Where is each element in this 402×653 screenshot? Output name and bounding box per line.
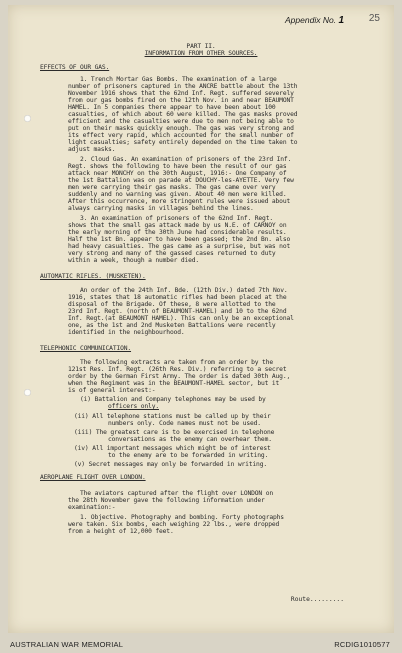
text-line: examination:-	[68, 504, 116, 511]
page-number: 25	[368, 13, 380, 24]
section-heading: AEROPLANE FLIGHT OVER LONDON.	[40, 474, 146, 481]
text-line: 23rd Inf. Regt. (north of BEAUMONT-HAMEL) and 10 to the 62nd	[68, 308, 287, 315]
text-line: from our gas bombs fired on the 12th Nov. in and near BEAUMONT	[68, 97, 294, 104]
text-line: After this occurrence, more stringent rules were issued about	[68, 198, 291, 205]
text-line: 1916, states that 18 automatic rifles had been placed at the	[68, 294, 287, 301]
text-line: (iii) The greatest care is to be exercised in telephone	[74, 429, 275, 436]
text-line: (v) Secret messages may only be forwarded in writing.	[74, 461, 267, 468]
route-label: Route.........	[290, 596, 344, 603]
text-line: HAMEL. In 5 companies there appear to have been about 100	[68, 104, 276, 111]
text-line: disposal of the Brigade. Of these, 8 were allotted to the	[68, 301, 276, 308]
text-line: 2. Cloud Gas. An examination of prisoners of the 23rd Inf.	[80, 156, 292, 163]
text-line: The aviators captured after the flight over LONDON on	[80, 490, 273, 497]
text-line: number of prisoners captured in the ANCRE battle about the 13th	[68, 83, 298, 90]
appendix-label: Appendix No. 1	[285, 15, 344, 26]
text-line: identified in the neighbourhood.	[68, 329, 185, 336]
text-line: 3. An examination of prisoners of the 62nd Inf. Regt.	[80, 215, 273, 222]
text-line: casualties, of which about 60 were killed. The gas masks proved	[68, 111, 298, 118]
text-line: order by the German First Army. The order is dated 30th Aug.,	[68, 373, 291, 380]
text-line: adjust masks.	[68, 146, 116, 153]
text-line: The following extracts are taken from an order by the	[80, 359, 273, 366]
text-line: its effect very rapid, which accounted for the small number of	[68, 132, 294, 139]
text-line: from a height of 12,000 feet.	[68, 528, 174, 535]
text-line: the 28th November gave the following information under	[68, 497, 265, 504]
text-line: shows that the small gas attack made by us N.E. of CARNOY on	[68, 222, 287, 229]
section-heading: AUTOMATIC RIFLES. (MUSKETEN).	[40, 273, 146, 280]
text-line: put on their masks quickly enough. The gas was very strong and	[68, 125, 294, 132]
text-line: conversations as the enemy can overhear them.	[108, 436, 272, 443]
footer-archive: AUSTRALIAN WAR MEMORIAL	[10, 640, 124, 649]
section-heading: TELEPHONIC COMMUNICATION.	[40, 345, 132, 352]
text-line: the 1st Battalion was on parade at DOUCHY-les-AYETTE. Very few	[68, 177, 294, 184]
appendix-number: 1	[338, 15, 344, 26]
punch-hole	[24, 389, 31, 396]
text-line: light casualties; safety entirely depended on the time taken to	[68, 139, 298, 146]
text-line: Regt. shows the following to have been the result of our gas	[68, 163, 287, 170]
text-line: 1. Trench Mortar Gas Bombs. The examination of a large	[80, 76, 277, 83]
text-line: suddenly and no warning was given. About 40 men were killed.	[68, 191, 287, 198]
footer-id: RCDIG1010577	[334, 640, 390, 649]
text-line: 1. Objective. Photography and bombing. Forty photographs	[80, 514, 284, 521]
text-line: attack near MONCHY on the 30th August, 1916:- One Company of	[68, 170, 287, 177]
text-line: when the Regiment was in the BEAUMONT-HAMEL sector, but it	[68, 380, 280, 387]
text-line: men were carrying their gas masks. The gas came over very	[68, 184, 276, 191]
text-line: were taken. Six bombs, each weighing 22 lbs., were dropped	[68, 521, 280, 528]
section-heading: EFFECTS OF OUR GAS.	[40, 64, 110, 71]
punch-hole	[24, 115, 31, 122]
text-line: very strong and many of the gassed cases returned to duty	[68, 250, 276, 257]
text-line: November 1916 shows that the 62nd Inf. Regt. suffered severely	[68, 90, 294, 97]
text-line: Half the 1st Bn. appear to have been gassed; the 2nd Bn. also	[68, 236, 291, 243]
text-line: efficient and the casualties were due to men not being able to	[68, 118, 294, 125]
text-line: within a week, though a number died.	[68, 257, 200, 264]
text-line: the early morning of the 30th June had considerable results.	[68, 229, 287, 236]
text-line: to the enemy are to be forwarded in writing.	[108, 452, 269, 459]
text-line: had heavy casualties. The gas came as a surprise, but was not	[68, 243, 291, 250]
text-line: one, as the 1st and 2nd Musketen Battalions were recently	[68, 322, 276, 329]
text-line: (ii) All telephone stations must be called up by their	[74, 413, 271, 420]
text-line: numbers only. Code names must not be used.	[108, 420, 261, 427]
text-line: officers only.	[108, 403, 159, 410]
text-line: (iv) All important messages which might be of interest	[74, 445, 271, 452]
text-line: An order of the 24th Inf. Bde. (12th Div.) dated 7th Nov.	[80, 287, 288, 294]
section-heading: INFORMATION FROM OTHER SOURCES.	[144, 50, 258, 57]
document-page	[8, 5, 394, 633]
text-line: is of general interest:-	[68, 387, 156, 394]
text-line: 121st Res. Inf. Regt. (26th Res. Div.) referring to a secret	[68, 366, 287, 373]
text-line: Inf. Regt.(at BEAUMONT HAMEL). This can only be an exceptional	[68, 315, 294, 322]
text-line: (i) Battalion and Company telephones may be used by	[80, 396, 266, 403]
text-line: always carrying masks in villages behind the lines.	[68, 205, 254, 212]
text-line: PART II.	[186, 43, 216, 50]
